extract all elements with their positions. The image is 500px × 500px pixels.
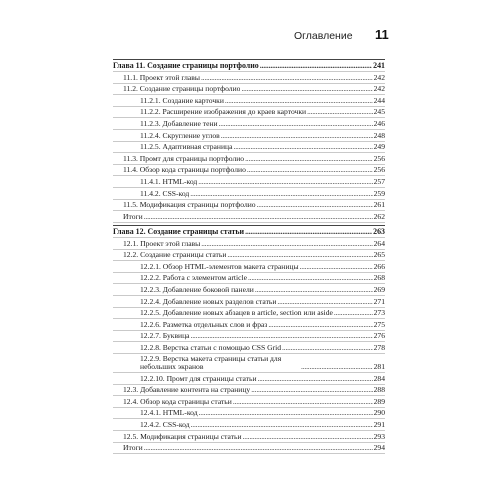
toc-leader-dots [257, 200, 373, 210]
page-number: 11 [375, 27, 389, 42]
toc-entry-page: 259 [373, 188, 385, 198]
toc-entry-row[interactable] [113, 373, 385, 385]
toc-leader-dots [198, 177, 372, 187]
toc-entry-page: 268 [373, 273, 385, 283]
toc-entry-page: 257 [373, 176, 385, 186]
toc-entry-label: Итоги [123, 443, 143, 453]
toc-entry-row[interactable] [113, 261, 385, 273]
toc-entry-page: 248 [373, 130, 385, 140]
toc-entry-label: 11.4. Обзор кода страницы портфолио [123, 165, 246, 175]
toc-entry-label: 11.2.4. Скругление углов [140, 130, 220, 140]
toc-leader-dots [248, 273, 373, 283]
toc-leader-dots [282, 343, 373, 353]
toc-entry-page: 266 [373, 261, 385, 271]
toc-entry-label: 11.2.1. Создание карточки [140, 95, 224, 105]
toc-entry-label: 11.1. Проект этой главы [123, 72, 200, 82]
toc-chapter-12 [113, 225, 385, 454]
toc-leader-dots [144, 443, 373, 453]
toc-leader-dots [221, 131, 373, 141]
toc-entry-label: 12.2.6. Разметка отдельных слов и фраз [140, 319, 268, 329]
toc-entry-row[interactable] [113, 331, 385, 343]
toc-entry-label: 12.5. Модификация страницы статьи [123, 431, 242, 441]
toc-entry-row[interactable] [113, 354, 385, 373]
toc-leader-dots [334, 308, 373, 318]
running-head-title: Оглавление [294, 30, 353, 42]
toc-leader-dots [251, 385, 372, 395]
toc-leader-dots [190, 189, 372, 199]
toc-entry-label: Итоги [123, 211, 143, 221]
toc-entry-row[interactable] [113, 342, 385, 354]
toc-chapter-row[interactable] [113, 225, 385, 238]
toc-entry-label: 12.2.8. Верстка статьи с помощью CSS Grid [140, 342, 282, 352]
toc-entry-label: 11.3. Промт для страницы портфолио [123, 153, 245, 163]
toc-leader-dots [260, 61, 372, 71]
toc-entry-page: 241 [373, 61, 385, 70]
toc-entry-row[interactable] [113, 118, 385, 130]
toc-entry-page: 271 [373, 296, 385, 306]
toc-leader-dots [277, 297, 372, 307]
toc-leader-dots [234, 142, 373, 152]
toc-entry-label: 12.4. Обзор кода страницы статьи [123, 396, 232, 406]
toc-entry-label: 11.5. Модификация страницы портфолио [123, 200, 256, 210]
toc-entry-row[interactable] [113, 95, 385, 107]
toc-leader-dots [255, 285, 373, 295]
toc-entry-row[interactable] [113, 308, 385, 320]
toc-entry-page: 278 [373, 342, 385, 352]
toc-leader-dots [243, 432, 373, 442]
toc-leader-dots [191, 331, 373, 341]
toc-entry-label: 12.1. Проект этой главы [123, 238, 201, 248]
toc-leader-dots [245, 227, 372, 237]
toc-leader-dots [241, 84, 372, 94]
toc-entry-page: 288 [373, 385, 385, 395]
toc-leader-dots [301, 362, 373, 372]
toc-entry-label: 12.2.3. Добавление боковой панели [140, 284, 254, 294]
toc-entry-label: 12.2.5. Добавление новых абзацев в article, section или aside [140, 308, 333, 318]
toc-entry-page: 284 [373, 373, 385, 383]
toc-leader-dots [307, 107, 372, 117]
toc-entry-row[interactable] [113, 130, 385, 142]
toc-entry-page: 261 [373, 200, 385, 210]
toc-leader-dots [201, 73, 373, 83]
toc-leader-dots [233, 397, 373, 407]
toc-entry-page: 246 [373, 118, 385, 128]
toc-entry-label: 12.2. Создание страницы статьи [123, 250, 227, 260]
toc-entry-page: 242 [373, 72, 385, 82]
toc-entry-label: Глава 11. Создание страницы портфолио [113, 61, 259, 70]
toc-entry-label: 12.2.9. Верстка макета страницы статьи для небольших экранов [140, 354, 282, 372]
toc-entry-page: 265 [373, 250, 385, 260]
toc-entry-row[interactable] [113, 176, 385, 188]
toc-leader-dots [258, 374, 373, 384]
toc-entry-label: 11.2.3. Добавление тени [140, 118, 218, 128]
toc-entry-label: 12.2.7. Буквица [140, 331, 190, 341]
toc-entry-page: 293 [373, 431, 385, 441]
toc-entry-row[interactable] [113, 142, 385, 154]
toc-entry-row[interactable] [113, 211, 385, 223]
toc-entry-row[interactable] [113, 72, 385, 84]
toc-leader-dots [300, 262, 373, 272]
toc-entry-page: 264 [373, 238, 385, 248]
toc-entry-label: 11.2.5. Адаптивная страница [140, 142, 233, 152]
toc-entry-row[interactable] [113, 408, 385, 420]
toc-entry-page: 262 [373, 211, 385, 221]
toc-entry-row[interactable] [113, 84, 385, 96]
toc-entry-row[interactable] [113, 396, 385, 408]
toc-entry-label: 12.2.2. Работа с элементом article [140, 273, 247, 283]
toc-entry-label: 12.4.1. HTML-код [140, 408, 198, 418]
toc-entry-page: 276 [373, 331, 385, 341]
toc-entry-page: 273 [373, 308, 385, 318]
toc-leader-dots [199, 408, 373, 418]
toc-entry-row[interactable] [113, 165, 385, 177]
toc-entry-page: 244 [373, 95, 385, 105]
toc-entry-page: 291 [373, 419, 385, 429]
toc-entry-page: 275 [373, 319, 385, 329]
toc-leader-dots [245, 154, 373, 164]
toc-entry-row[interactable] [113, 419, 385, 431]
toc-entry-row[interactable] [113, 284, 385, 296]
toc-entry-row[interactable] [113, 296, 385, 308]
toc-entry-label: 12.3. Добавление контента на страницу [123, 385, 251, 395]
toc-entry-row[interactable] [113, 250, 385, 262]
toc-entry-row[interactable] [113, 443, 385, 455]
toc-entry-label: 12.2.10. Промт для страницы статьи [140, 373, 257, 383]
toc-entry-page: 269 [373, 284, 385, 294]
toc-entry-row[interactable] [113, 319, 385, 331]
toc-entry-row[interactable] [113, 385, 385, 397]
toc-entry-label: 12.2.4. Добавление новых разделов статьи [140, 296, 277, 306]
toc-entry-page: 289 [373, 396, 385, 406]
toc-entry-label: 11.2. Создание страницы портфолио [123, 84, 241, 94]
toc-entry-page: 245 [373, 107, 385, 117]
toc-entry-label: 11.4.1. HTML-код [140, 176, 198, 186]
toc-leader-dots [219, 119, 373, 129]
toc-entry-page: 256 [373, 153, 385, 163]
toc-entry-page: 242 [373, 84, 385, 94]
toc-entry-page: 294 [373, 443, 385, 453]
toc-chapter-row[interactable] [113, 59, 385, 72]
toc-entry-label: 11.4.2. CSS-код [140, 188, 190, 198]
toc-leader-dots [144, 212, 373, 222]
toc-entry-label: 12.2.1. Обзор HTML-элементов макета страницы [140, 261, 299, 271]
toc-entry-row[interactable] [113, 107, 385, 119]
toc-entry-row[interactable] [113, 273, 385, 285]
toc-entry-page: 256 [373, 165, 385, 175]
toc-entry-page: 290 [373, 408, 385, 418]
toc-leader-dots [225, 96, 373, 106]
toc-entry-page: 249 [373, 142, 385, 152]
toc-entry-page: 263 [373, 227, 385, 236]
toc-leader-dots [247, 165, 373, 175]
toc-chapter-11 [113, 59, 385, 223]
toc-entry-row[interactable] [113, 200, 385, 212]
toc-entry-label: Глава 12. Создание страницы статьи [113, 227, 245, 236]
toc-entry-row[interactable] [113, 238, 385, 250]
toc-entry-label: 12.4.2. CSS-код [140, 419, 190, 429]
toc-entry-page: 281 [373, 361, 385, 371]
toc-leader-dots [201, 239, 372, 249]
toc-entry-label: 11.2.2. Расширение изображения до краев карточки [140, 107, 307, 117]
toc-entry-row[interactable] [113, 153, 385, 165]
toc-leader-dots [227, 250, 372, 260]
toc-leader-dots [191, 420, 373, 430]
toc-entry-row[interactable] [113, 431, 385, 443]
toc-entry-row[interactable] [113, 188, 385, 200]
toc-leader-dots [268, 320, 372, 330]
